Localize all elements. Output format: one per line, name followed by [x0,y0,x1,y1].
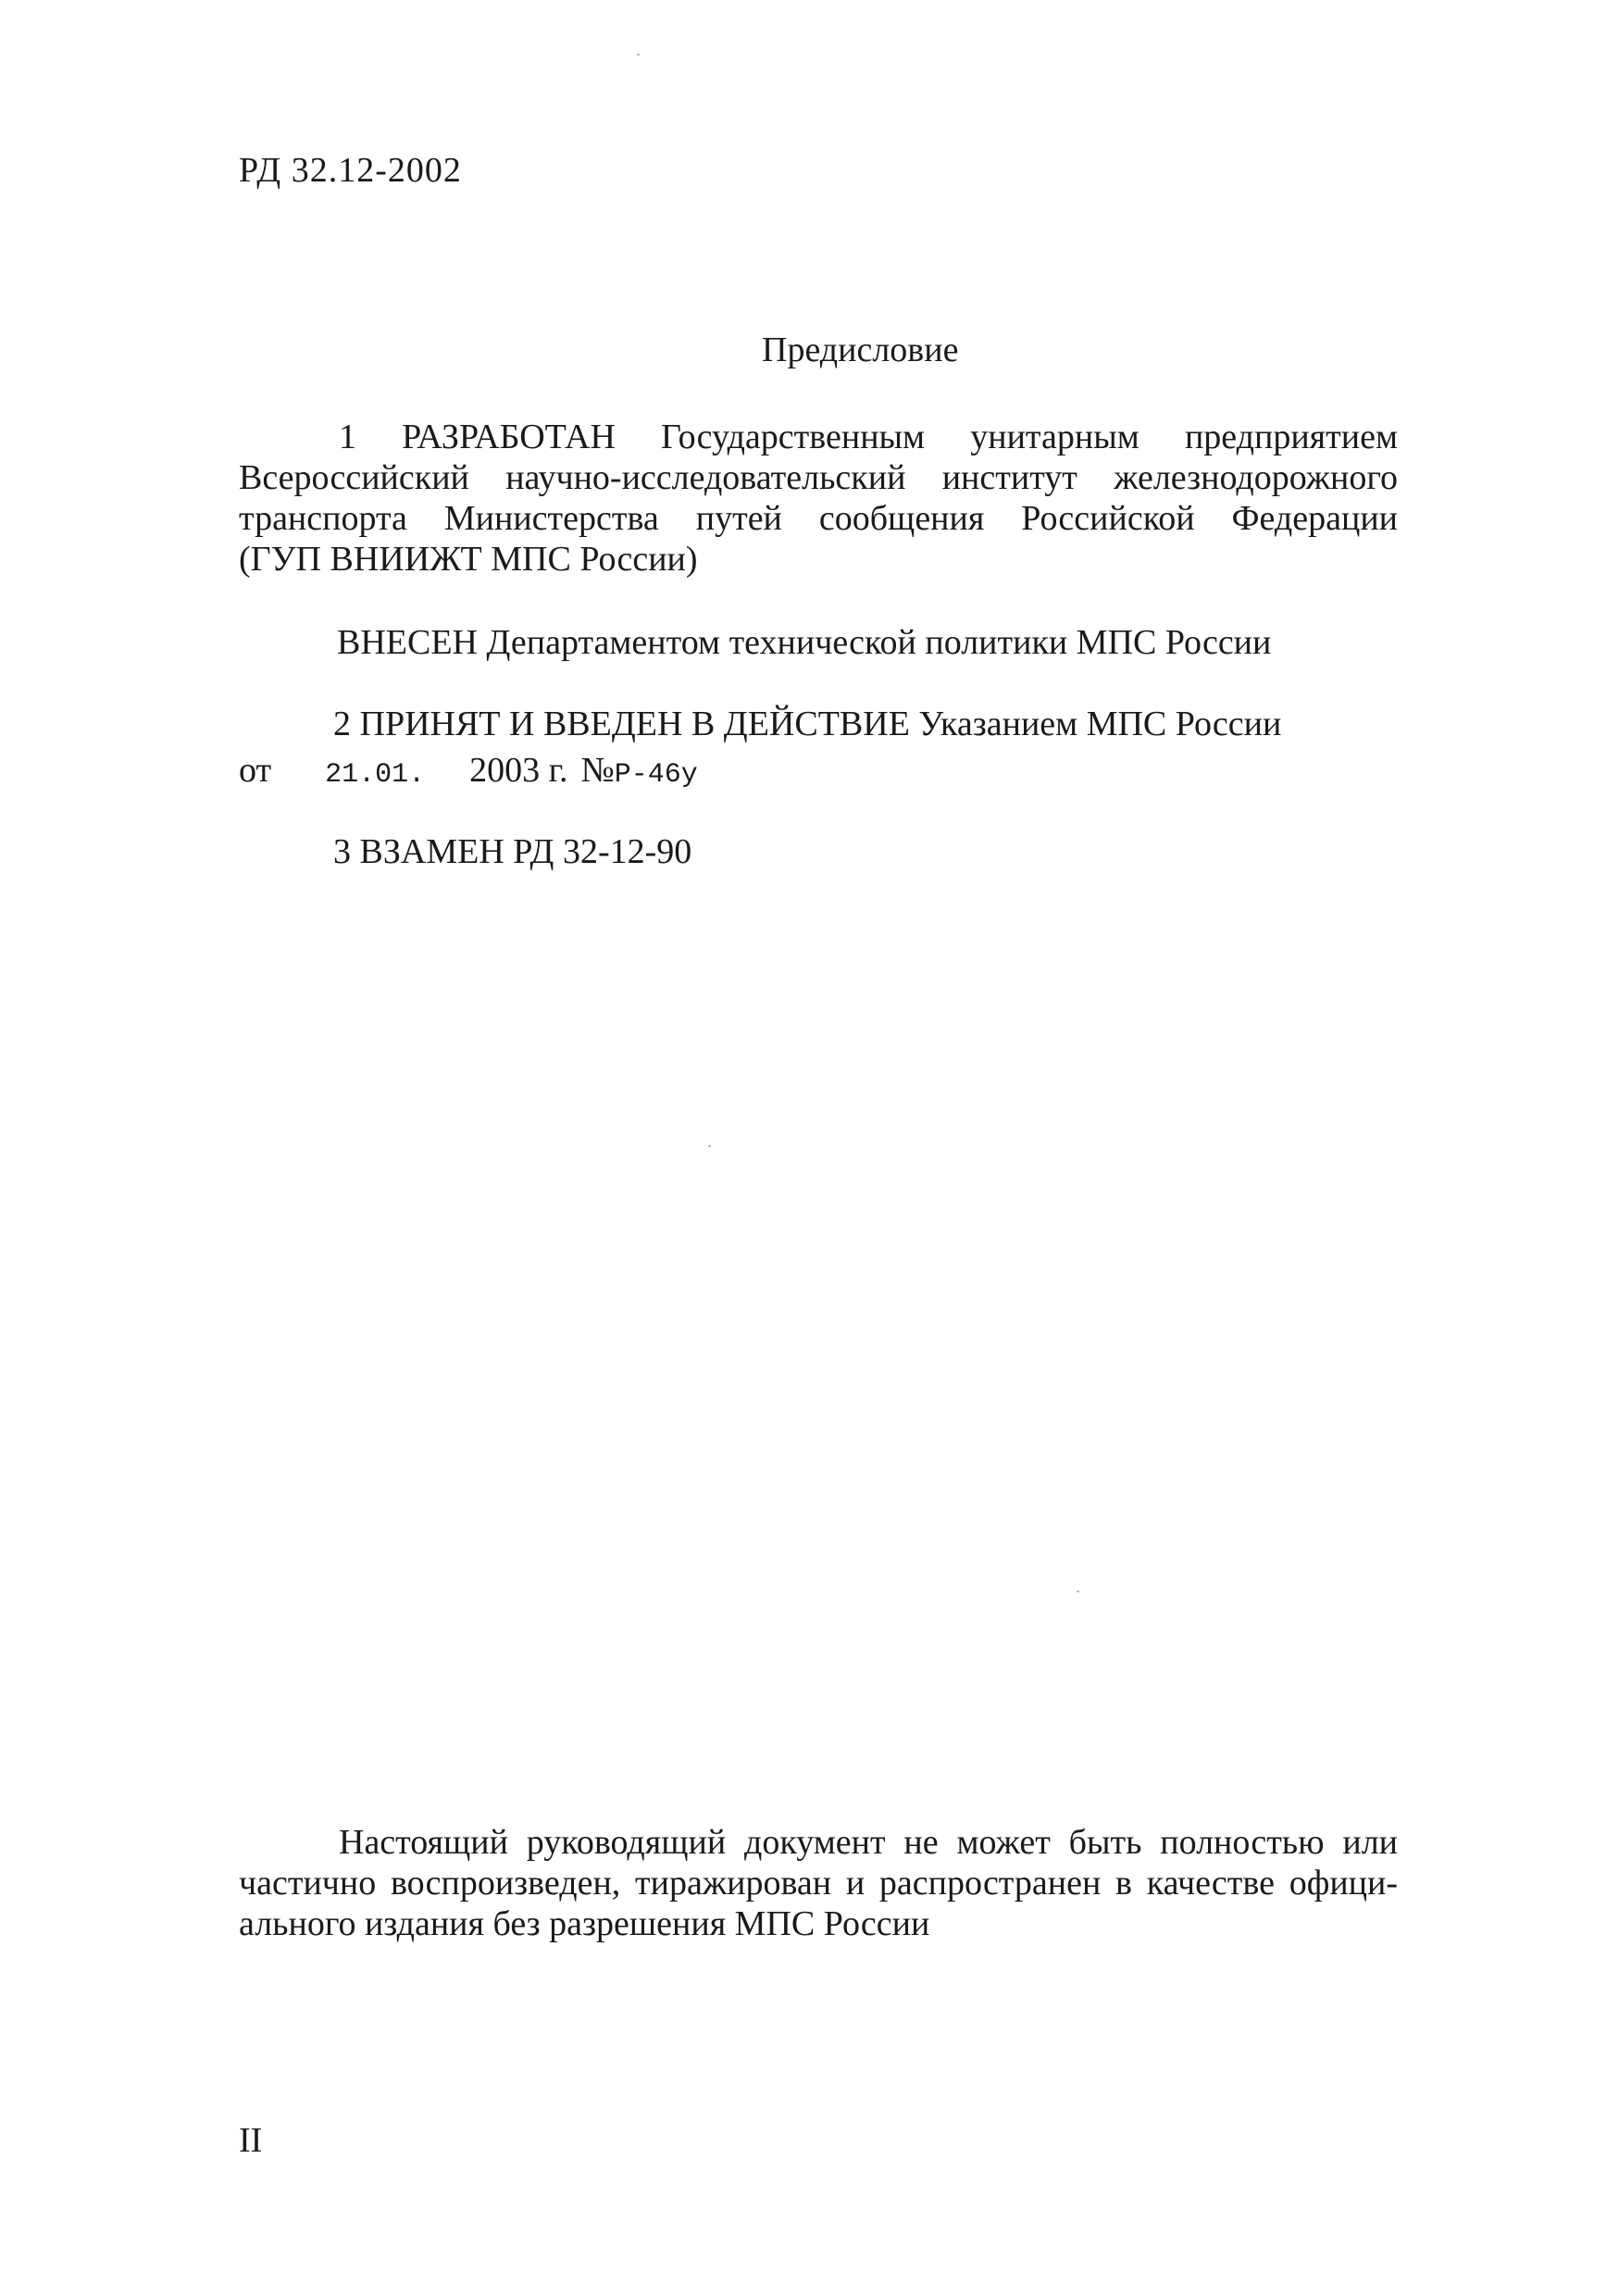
scan-speck [708,1145,711,1147]
item-3-replaces: 3 ВЗАМЕН РД 32-12-90 [333,832,692,871]
item-2-adopted: 2 ПРИНЯТ И ВВЕДЕН В ДЕЙСТВИЕ Указанием МПС России [333,705,1282,743]
copyright-notice [239,1822,1398,1944]
scan-speck [1077,1591,1079,1592]
item-1-line: (ГУП ВНИИЖТ МПС России) [239,540,698,579]
notice-line: частично воспроизведен, тиражирован и распространен в качестве офици- [239,1864,1398,1903]
item-2-date-line [239,750,698,791]
item-1-line: Всероссийский научно-исследовательский институт железнодорожного [239,458,1398,497]
order-number: Р-46у [614,759,698,791]
notice-line: ального издания без разрешения МПС России [239,1904,930,1943]
document-code: РД 32.12-2002 [239,151,462,190]
notice-line: Настоящий руководящий документ не может быть полностью или [339,1823,1398,1862]
item-1-line: транспорта Министерства путей сообщения Российской Федерации [239,499,1398,538]
item-1-line: 1 РАЗРАБОТАН Государственным унитарным предприятием [339,418,1398,456]
order-date-year: 2003 г. [469,751,568,790]
order-date-day: 21.01. [325,759,426,791]
page-number: II [239,2121,263,2160]
number-sign: № [580,751,615,790]
introduced-by: ВНЕСЕН Департаментом технической политики МПС России [337,623,1272,662]
item-1-developed-by [239,417,1398,580]
page-title: Предисловие [762,331,959,369]
scan-speck [637,54,640,56]
from-label: от [239,751,272,790]
